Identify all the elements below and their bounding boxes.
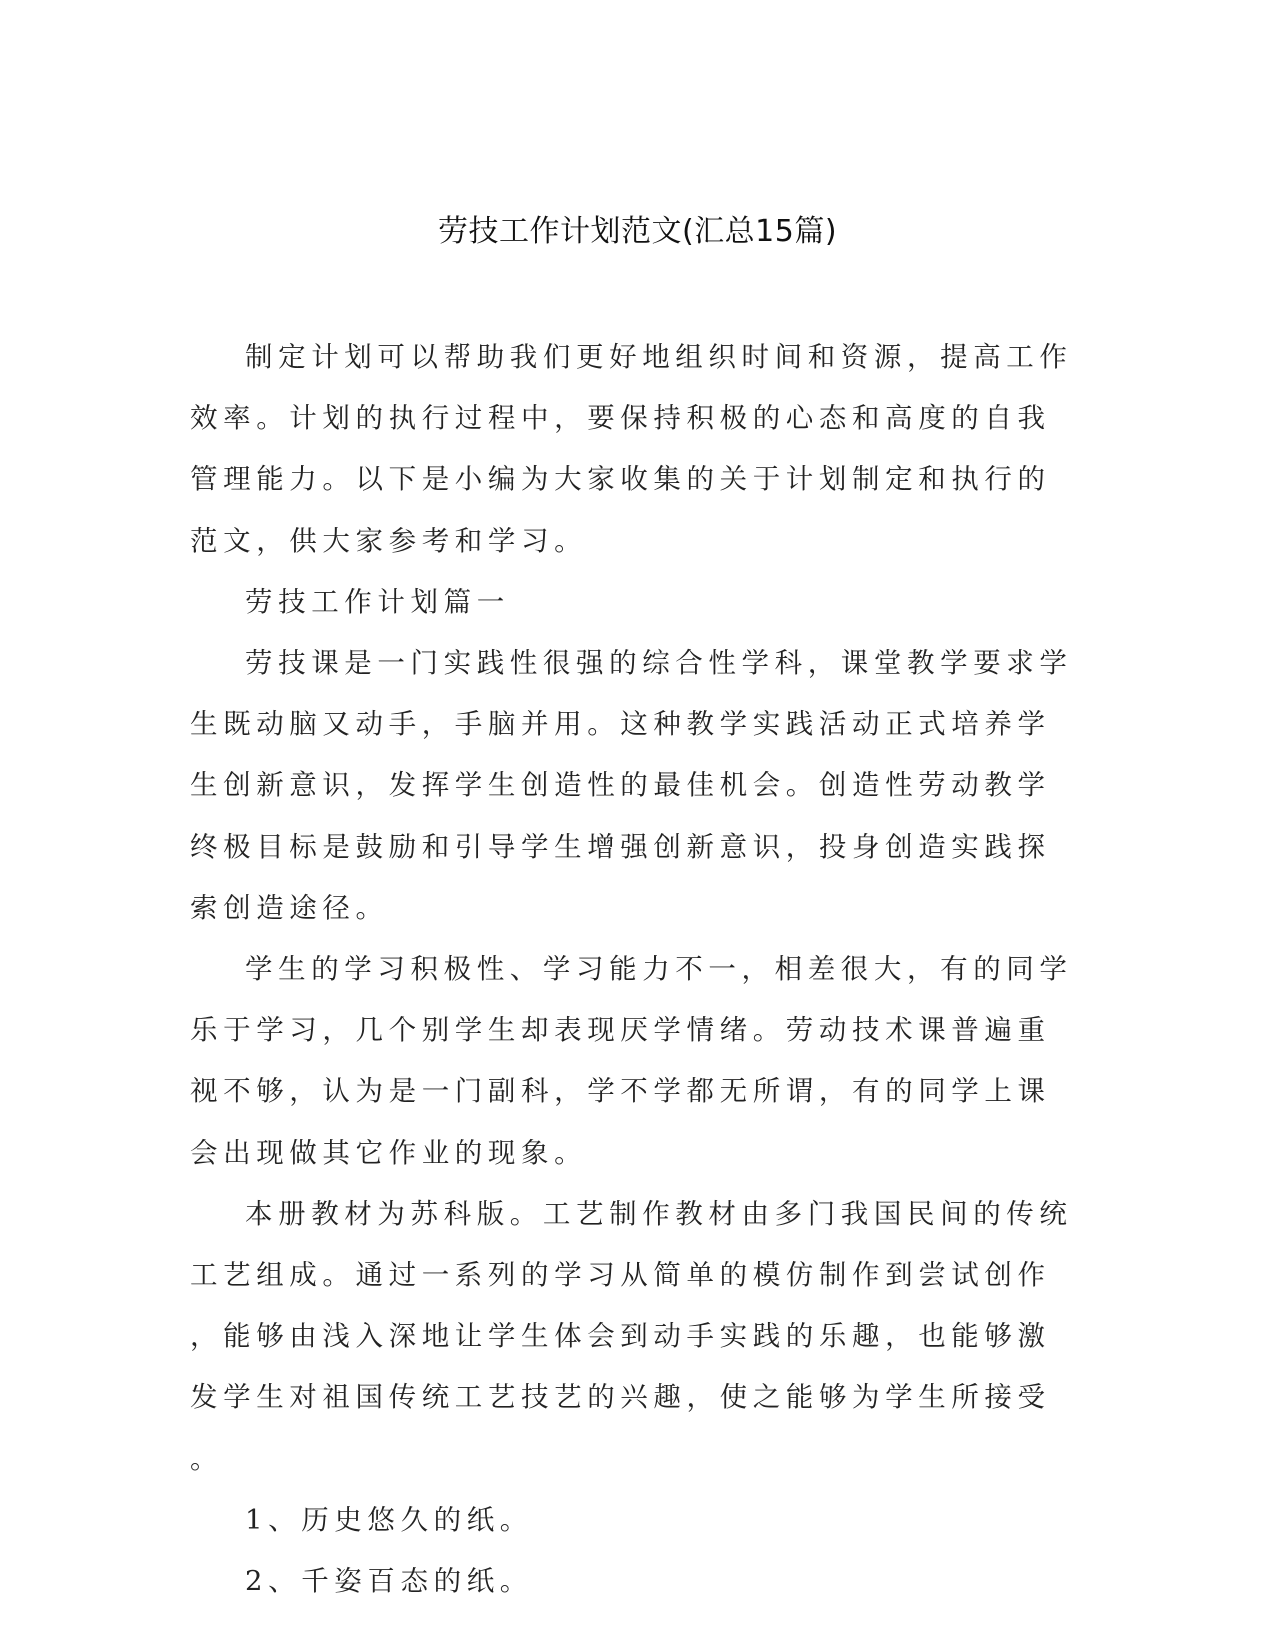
list-item: 1、历史悠久的纸。 — [245, 1503, 533, 1536]
section-heading: 劳技工作计划篇一 — [245, 585, 510, 618]
body-paragraph: 学生的学习积极性、学习能力不一，相差很大，有的同学乐于学习，几个别学生却表现厌学情绪。劳动技术课普遍重视不够，认为是一门副科，学不学都无所谓，有的同学上课会出现做其它作业的现象。 — [190, 953, 1073, 1169]
list-item: 2、千姿百态的纸。 — [245, 1565, 533, 1598]
body-paragraph: 本册教材为苏科版。工艺制作教材由多门我国民间的传统工艺组成。通过一系列的学习从简单的模仿制作到尝试创作，能够由浅入深地让学生体会到动手实践的乐趣，也能够激发学生对祖国传统工艺技艺的兴趣，使之能够为学生所接受。 — [190, 1197, 1073, 1475]
document-body — [190, 327, 1080, 1612]
body-paragraph: 劳技课是一门实践性很强的综合性学科，课堂教学要求学生既动脑又动手，手脑并用。这种教学实践活动正式培养学生创新意识，发挥学生创造性的最佳机会。创造性劳动教学终极目标是鼓励和引导学生增强创新意识，投身创造实践探索创造途径。 — [190, 647, 1073, 924]
intro-paragraph: 制定计划可以帮助我们更好地组织时间和资源，提高工作效率。计划的执行过程中，要保持积极的心态和高度的自我管理能力。以下是小编为大家收集的关于计划制定和执行的范文，供大家参考和学习。 — [190, 341, 1073, 557]
document-title: 劳技工作计划范文(汇总15篇) — [437, 214, 838, 249]
